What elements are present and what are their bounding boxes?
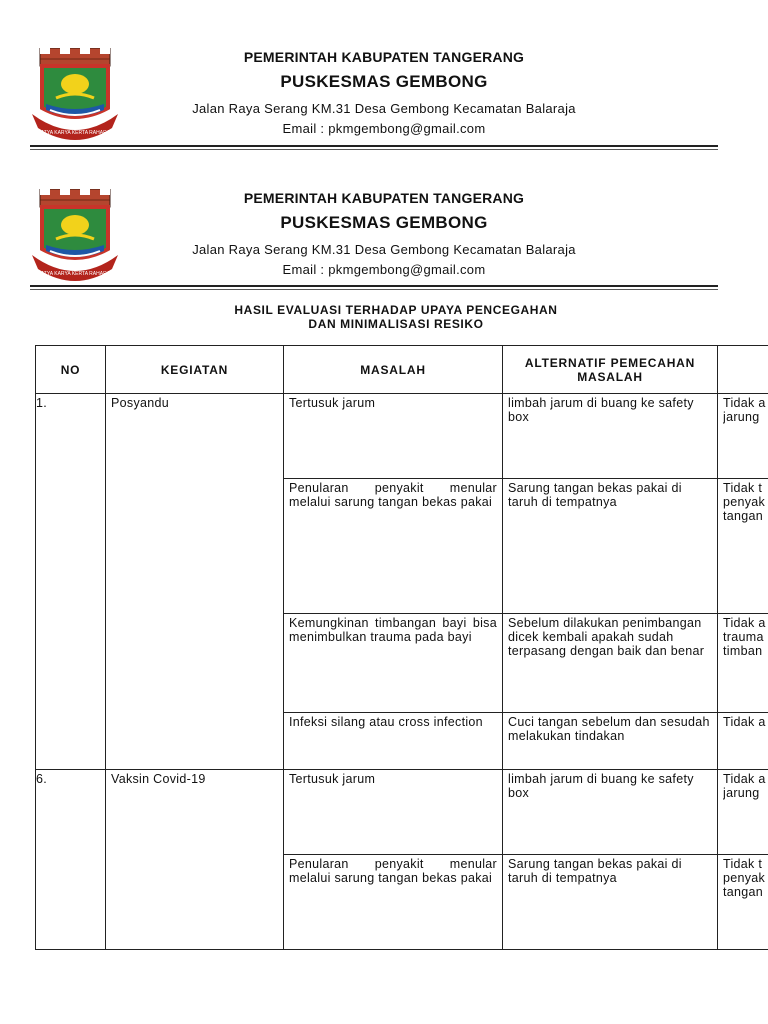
cell-hasil-line: Tidak a: [723, 616, 766, 630]
document-title-line-2: DAN MINIMALISASI RESIKO: [308, 317, 484, 331]
cell-hasil-line: Tidak t: [723, 857, 763, 871]
cell-hasil: [718, 614, 768, 713]
government-name: PEMERINTAH KABUPATEN TANGERANG: [243, 190, 525, 206]
cell-no: 1.: [36, 394, 106, 770]
cell-hasil-line: tangan: [723, 509, 764, 523]
table-header-row: [36, 346, 768, 394]
cell-no: 6.: [36, 770, 106, 950]
cell-kegiatan: Vaksin Covid-19: [106, 770, 284, 950]
letterhead-rule-thin: [30, 149, 718, 150]
cell-hasil: [718, 770, 768, 855]
cell-hasil-line: timban: [723, 644, 763, 658]
address: Jalan Raya Serang KM.31 Desa Gembong Kecamatan Balaraja: [192, 101, 576, 116]
cell-hasil-line: tangan: [723, 885, 764, 899]
cell-kegiatan: Posyandu: [106, 394, 284, 770]
address: Jalan Raya Serang KM.31 Desa Gembong Kecamatan Balaraja: [192, 242, 576, 257]
cell-hasil-line: penyak: [723, 871, 766, 885]
cell-alternatif: limbah jarum di buang ke safety box: [503, 394, 718, 479]
cell-alternatif: limbah jarum di buang ke safety box: [503, 770, 718, 855]
email: Email : pkmgembong@gmail.com: [282, 121, 486, 136]
government-name: PEMERINTAH KABUPATEN TANGERANG: [243, 49, 525, 65]
evaluation-table: [35, 345, 768, 950]
cell-hasil-line: Tidak a: [723, 772, 766, 786]
cell-hasil: [718, 855, 768, 950]
table-row: [36, 394, 768, 479]
document-title: [0, 303, 768, 331]
cell-hasil: [718, 479, 768, 614]
cell-hasil: [718, 713, 768, 770]
cell-masalah: Penularan penyakit menular melalui sarung tangan bekas pakai: [284, 855, 503, 950]
cell-alternatif: Cuci tangan sebelum dan sesudah melakukan tindakan: [503, 713, 718, 770]
cell-hasil: [718, 394, 768, 479]
table-row: [36, 770, 768, 855]
institution-name: PUSKESMAS GEMBONG: [280, 72, 488, 91]
letterhead-rule-thick: [30, 145, 718, 147]
cell-masalah: Tertusuk jarum: [284, 770, 503, 855]
header-hasil: [718, 346, 768, 394]
cell-alternatif: Sarung tangan bekas pakai di taruh di tempatnya: [503, 855, 718, 950]
cell-hasil-line: Tidak a: [723, 715, 766, 729]
email: Email : pkmgembong@gmail.com: [282, 262, 486, 277]
cell-masalah: Infeksi silang atau cross infection: [284, 713, 503, 770]
cell-hasil-line: trauma: [723, 630, 764, 644]
header-alternatif: ALTERNATIF PEMECAHAN MASALAH: [503, 346, 718, 394]
header-masalah: MASALAH: [284, 346, 503, 394]
cell-hasil-line: Tidak a: [723, 396, 766, 410]
svg-text:SATYA KARYA KERTA RAHARJA: SATYA KARYA KERTA RAHARJA: [37, 271, 113, 277]
header-no: NO: [36, 346, 106, 394]
cell-masalah: Kemungkinan timbangan bayi bisa menimbulkan trauma pada bayi: [284, 614, 503, 713]
document-title-line-1: HASIL EVALUASI TERHADAP UPAYA PENCEGAHAN: [234, 303, 558, 317]
cell-masalah: Tertusuk jarum: [284, 394, 503, 479]
cell-alternatif: Sarung tangan bekas pakai di taruh di tempatnya: [503, 479, 718, 614]
svg-text:SATYA KARYA KERTA RAHARJA: SATYA KARYA KERTA RAHARJA: [37, 130, 113, 136]
letterhead-rule-thick: [30, 285, 718, 287]
cell-alternatif: Sebelum dilakukan penimbangan dicek kembali apakah sudah terpasang dengan baik dan benar: [503, 614, 718, 713]
cell-masalah: Penularan penyakit menular melalui sarung tangan bekas pakai: [284, 479, 503, 614]
institution-name: PUSKESMAS GEMBONG: [280, 213, 488, 232]
cell-hasil-line: jarung: [723, 786, 760, 800]
header-kegiatan: KEGIATAN: [106, 346, 284, 394]
letterhead-rule-thin: [30, 289, 718, 290]
cell-hasil-line: jarung: [723, 410, 760, 424]
cell-hasil-line: Tidak t: [723, 481, 763, 495]
cell-hasil-line: penyak: [723, 495, 766, 509]
